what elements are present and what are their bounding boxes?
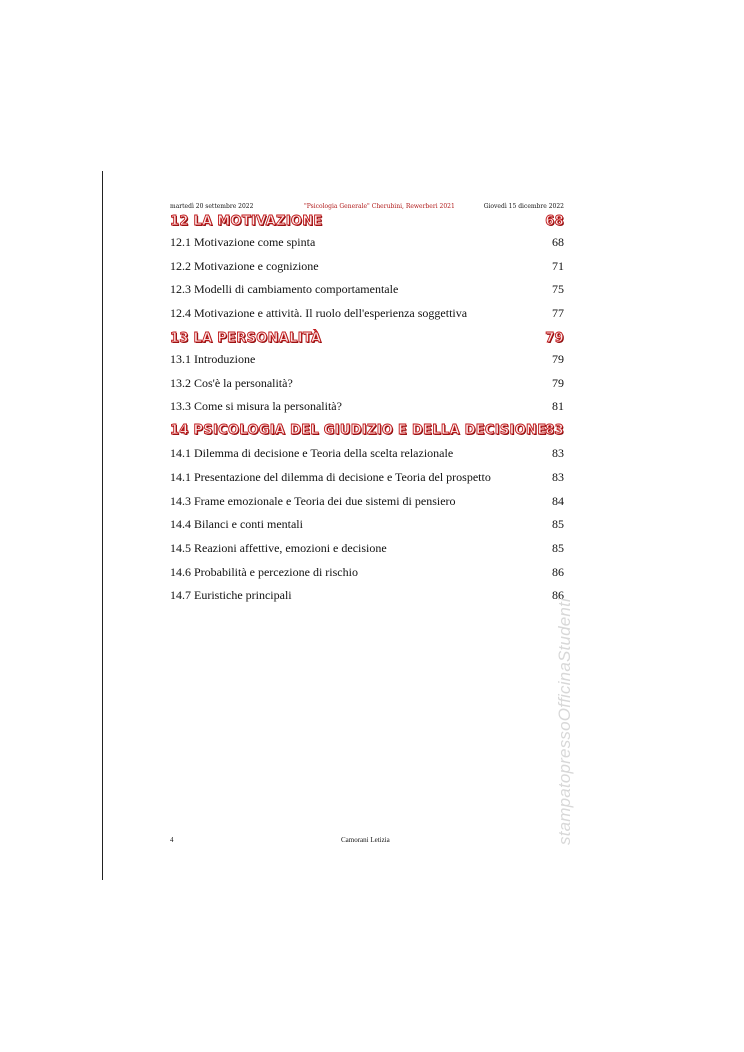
header-start-date: martedì 20 settembre 2022 bbox=[170, 203, 254, 210]
toc-entry bbox=[170, 468, 564, 486]
page-number: 86 bbox=[552, 565, 564, 579]
page-number: 75 bbox=[552, 282, 564, 296]
left-margin-rule bbox=[102, 171, 103, 880]
page-number: 71 bbox=[552, 259, 564, 273]
watermark: stampatopressoOfficinaStudenti bbox=[555, 598, 574, 845]
toc-entry bbox=[170, 515, 564, 533]
toc-chapter-heading bbox=[170, 213, 564, 231]
chapter-title: 13 LA PERSONALITÀ bbox=[170, 331, 322, 346]
page-number: 79 bbox=[552, 352, 564, 366]
page-number: 68 bbox=[545, 214, 564, 229]
toc-entry bbox=[170, 539, 564, 557]
header-book-reference: "Psicologia Generale" Cherubini, Rewerberi 2021 bbox=[304, 203, 455, 210]
toc-entry bbox=[170, 280, 564, 298]
footer-author: Camorani Letizia bbox=[341, 836, 390, 844]
toc-entry bbox=[170, 304, 564, 322]
page-number: 85 bbox=[552, 517, 564, 531]
entry-title: 14.6 Probabilità e percezione di rischio bbox=[170, 565, 358, 579]
footer-page-number: 4 bbox=[170, 836, 174, 844]
entry-title: 14.5 Reazioni affettive, emozioni e decisione bbox=[170, 541, 387, 555]
entry-title: 14.3 Frame emozionale e Teoria dei due sistemi di pensiero bbox=[170, 494, 456, 508]
entry-title: 13.3 Come si misura la personalità? bbox=[170, 399, 342, 413]
entry-title: 13.2 Cos'è la personalità? bbox=[170, 376, 293, 390]
page-number: 83 bbox=[552, 470, 564, 484]
entry-title: 14.4 Bilanci e conti mentali bbox=[170, 517, 303, 531]
entry-title: 14.1 Presentazione del dilemma di decisione e Teoria del prospetto bbox=[170, 470, 491, 484]
page-number: 68 bbox=[552, 235, 564, 249]
entry-title: 13.1 Introduzione bbox=[170, 352, 256, 366]
chapter-title: 14 PSICOLOGIA DEL GIUDIZIO E DELLA DECISIONE bbox=[170, 423, 547, 438]
toc-entry bbox=[170, 563, 564, 581]
toc-entry bbox=[170, 350, 564, 368]
page-number: 86 bbox=[552, 588, 564, 602]
header-end-date: Giovedì 15 dicembre 2022 bbox=[483, 203, 564, 210]
toc-entry bbox=[170, 397, 564, 415]
toc-entry bbox=[170, 492, 564, 510]
page-number: 83 bbox=[545, 423, 564, 438]
page-number: 85 bbox=[552, 541, 564, 555]
toc-entry bbox=[170, 233, 564, 251]
entry-title: 12.1 Motivazione come spinta bbox=[170, 235, 316, 249]
page-number: 77 bbox=[552, 306, 564, 320]
toc-chapter-heading bbox=[170, 422, 564, 440]
entry-title: 14.1 Dilemma di decisione e Teoria della scelta relazionale bbox=[170, 446, 454, 460]
toc-entry bbox=[170, 374, 564, 392]
page-number: 84 bbox=[552, 494, 564, 508]
toc-entry bbox=[170, 444, 564, 462]
running-header bbox=[170, 201, 564, 213]
chapter-title: 12 LA MOTIVAZIONE bbox=[170, 214, 323, 229]
toc-entry bbox=[170, 257, 564, 275]
page-number: 79 bbox=[552, 376, 564, 390]
toc-chapter-heading bbox=[170, 330, 564, 348]
entry-title: 12.4 Motivazione e attività. Il ruolo dell'esperienza soggettiva bbox=[170, 306, 468, 320]
page-number: 83 bbox=[552, 446, 564, 460]
entry-title: 14.7 Euristiche principali bbox=[170, 588, 292, 602]
page-number: 79 bbox=[545, 331, 564, 346]
toc-entry bbox=[170, 586, 564, 604]
entry-title: 12.3 Modelli di cambiamento comportamentale bbox=[170, 282, 399, 296]
page-number: 81 bbox=[552, 399, 564, 413]
entry-title: 12.2 Motivazione e cognizione bbox=[170, 259, 319, 273]
